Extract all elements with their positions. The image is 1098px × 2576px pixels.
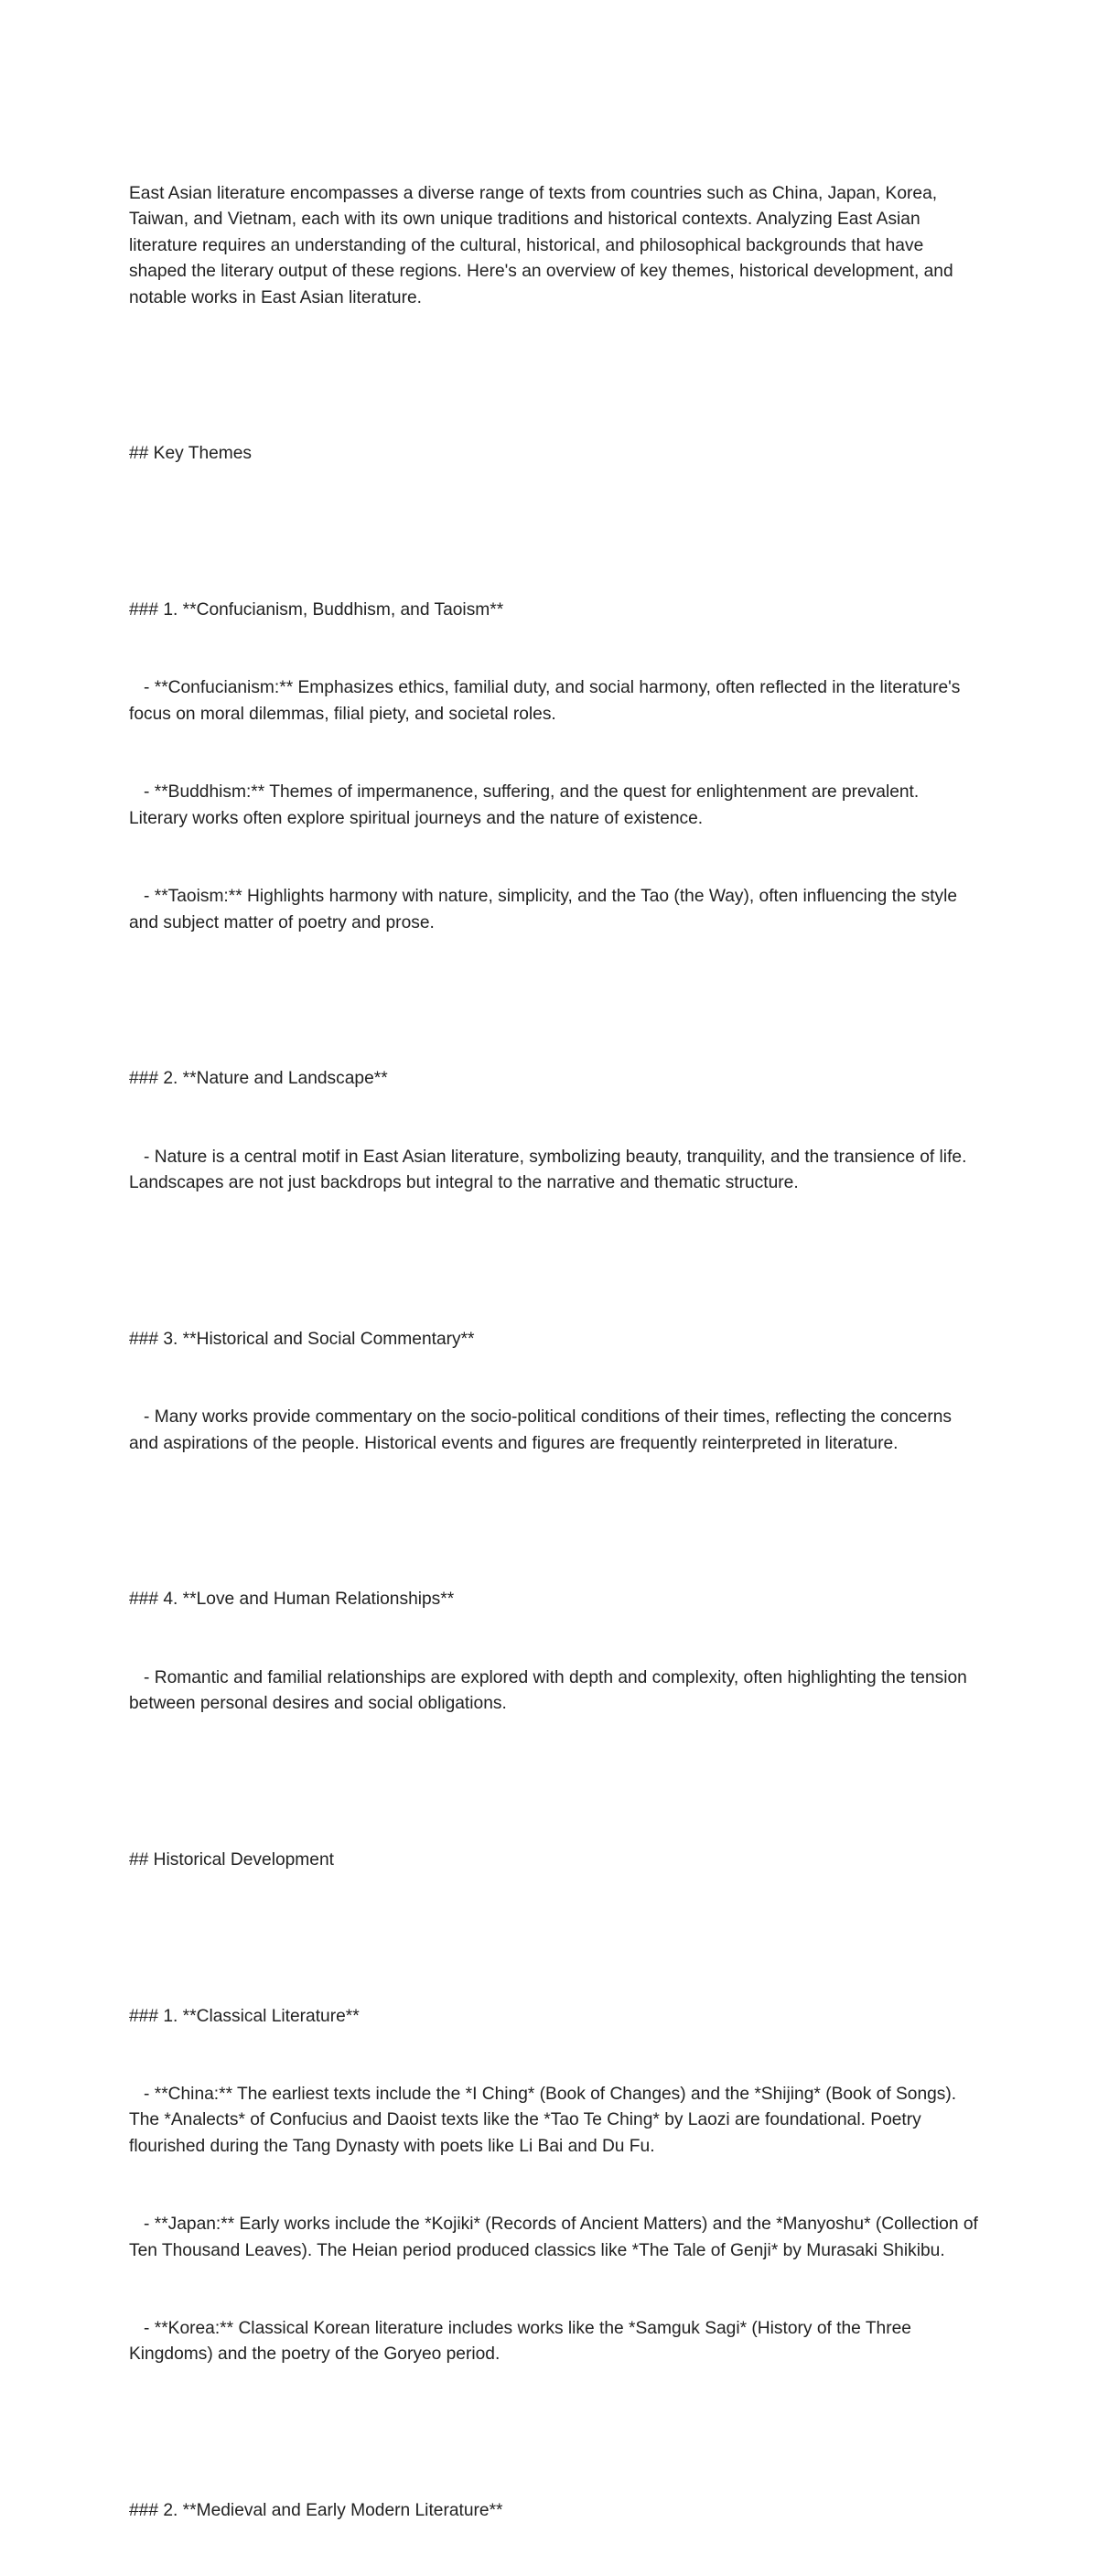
document-body xyxy=(129,129,983,2576)
blank-line xyxy=(129,1509,980,1535)
blank-line xyxy=(129,520,980,545)
theme-2-heading: ### 2. **Nature and Landscape** xyxy=(129,1069,388,1089)
theme-2-body: - Nature is a central motif in East Asian literature, symbolizing beauty, tranquility, and the transience of life. Landscapes are not just backdrops but integral to the narrative and thematic structure. xyxy=(129,1147,972,1193)
classical-china-item: - **China:** The earliest texts include the *I Ching* (Book of Changes) and the *Shijing* (Book of Songs). The *Analects* of Confucius and Daoist texts like the *Tao Te Ching* by Laozi are foundational. Poetry flourished during the Tang Dynasty with poets like Li Bai and Du Fu. xyxy=(129,2084,962,2156)
theme-1-buddhism-item: - **Buddhism:** Themes of impermanence, suffering, and the quest for enlightenment are prevalent. Literary works often explore spiritual journeys and the nature of existence. xyxy=(129,782,924,828)
blank-line xyxy=(129,1925,980,1951)
section-heading-historical-development: ## Historical Development xyxy=(129,1849,334,1870)
blank-line xyxy=(129,988,980,1014)
theme-4-heading: ### 4. **Love and Human Relationships** xyxy=(129,1590,455,1610)
medieval-literature-heading: ### 2. **Medieval and Early Modern Literature** xyxy=(129,2501,503,2521)
intro-paragraph: East Asian literature encompasses a diverse range of texts from countries such as China, Japan, Korea, Taiwan, and Vietnam, each with its own unique traditions and historical contexts. Analyzing East Asian literature requires an understanding of the cultural, historical, and philosophical backgrounds that have shaped the literary output of these regions. Here's an overview of key themes, historical development, and notable works in East Asian literature. xyxy=(129,183,958,307)
theme-3-body: - Many works provide commentary on the socio-political conditions of their times, reflecting the concerns and aspirations of the people. Historical events and figures are frequently reinterpreted in literature. xyxy=(129,1407,957,1453)
blank-line xyxy=(129,2420,980,2446)
theme-4-body: - Romantic and familial relationships are explored with depth and complexity, often highlighting the tension between personal desires and social obligations. xyxy=(129,1667,973,1714)
section-heading-key-themes: ## Key Themes xyxy=(129,444,253,464)
classical-japan-item: - **Japan:** Early works include the *Kojiki* (Records of Ancient Matters) and the *Manyoshu* (Collection of Ten Thousand Leaves). The Heian period produced classics like *The Tale of Genji* by Murasaki Shikibu. xyxy=(129,2215,983,2260)
theme-1-confucianism-item: - **Confucianism:** Emphasizes ethics, familial duty, and social harmony, often reflected in the literature's focus on moral dilemmas, filial piety, and societal roles. xyxy=(129,678,965,724)
blank-line xyxy=(129,1248,980,1274)
theme-1-heading: ### 1. **Confucianism, Buddhism, and Taoism** xyxy=(129,600,504,620)
classical-literature-heading: ### 1. **Classical Literature** xyxy=(129,2006,360,2026)
theme-1-taoism-item: - **Taoism:** Highlights harmony with nature, simplicity, and the Tao (the Way), often influencing the style and subject matter of poetry and prose. xyxy=(129,887,963,932)
theme-3-heading: ### 3. **Historical and Social Commentary** xyxy=(129,1329,475,1349)
classical-korea-item: - **Korea:** Classical Korean literature includes works like the *Samguk Sagi* (History of the Three Kingdoms) and the poetry of the Goryeo period. xyxy=(129,2318,917,2365)
blank-line xyxy=(129,1769,980,1795)
blank-line xyxy=(129,363,980,389)
